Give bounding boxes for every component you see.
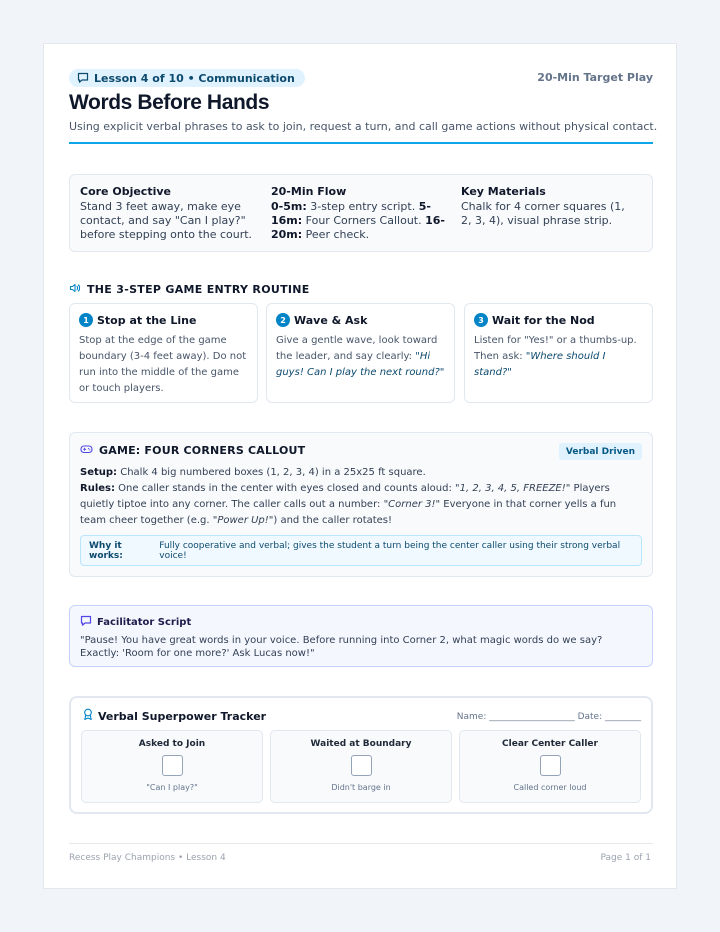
footer-series: Recess Play Champions • Lesson 4 bbox=[69, 853, 226, 863]
facilitator-script-panel bbox=[69, 605, 653, 667]
tracker-item-clear-center-caller bbox=[459, 730, 641, 803]
step-text: Give a gentle wave, look toward the leader, and say clearly: "Hi guys! Can I play the next round?" bbox=[276, 335, 445, 378]
tracker-item-sub: "Can I play?" bbox=[146, 783, 198, 792]
script-text: "Pause! You have great words in your voice. Before running into Corner 2, what magic words do we say? Exactly: 'Room for one more?' Ask Lucas now!" bbox=[80, 635, 603, 659]
tracker-item-waited-at-boundary bbox=[270, 730, 452, 803]
tracker-panel bbox=[69, 696, 653, 814]
step-card-2 bbox=[266, 303, 455, 403]
materials-text: Chalk for 4 corner squares (1, 2, 3, 4), visual phrase strip. bbox=[461, 200, 625, 227]
tracker-heading: Verbal Superpower Tracker bbox=[82, 708, 266, 724]
tracker-checkbox[interactable] bbox=[162, 755, 183, 776]
step-title: 2 Wave & Ask bbox=[276, 313, 445, 327]
step-text: Listen for "Yes!" or a thumbs-up. Then ask: "Where should I stand?" bbox=[474, 335, 637, 378]
step-number: 3 bbox=[474, 313, 488, 327]
name-date-fields: Name: ___________________ Date: ________ bbox=[456, 712, 641, 722]
tracker-item-title: Waited at Boundary bbox=[310, 739, 412, 749]
game-panel bbox=[69, 432, 653, 577]
script-heading: Facilitator Script bbox=[80, 615, 642, 630]
step-card-3 bbox=[464, 303, 653, 403]
page-title: Words Before Hands bbox=[69, 91, 270, 114]
speaker-icon bbox=[69, 282, 81, 297]
flow-column bbox=[271, 185, 446, 242]
step-quote: "Hi guys! Can I play the next round?" bbox=[276, 351, 445, 378]
chat-bubble-icon bbox=[77, 72, 89, 84]
step-number: 2 bbox=[276, 313, 290, 327]
target-play-label: 20-Min Target Play bbox=[537, 71, 653, 84]
gamepad-icon bbox=[80, 443, 93, 458]
game-setup: Setup: Chalk 4 big numbered boxes (1, 2, 3, 4) in a 25x25 ft square. bbox=[80, 467, 426, 478]
flow-text: 0-5m: 3-step entry script. 5-16m: Four Corners Callout. 16-20m: Peer check. bbox=[271, 200, 445, 241]
page-subtitle: Using explicit verbal phrases to ask to join, request a turn, and call game actions without physical contact. bbox=[69, 120, 658, 133]
lesson-page bbox=[43, 43, 677, 889]
why-it-works-callout: Why it works: Fully cooperative and verbal; gives the student a turn being the center caller using their strong verbal voice! bbox=[80, 535, 642, 566]
flow-heading: 20-Min Flow bbox=[271, 185, 347, 198]
lesson-badge-text: Lesson 4 of 10 • Communication bbox=[94, 71, 295, 85]
objective-heading: Core Objective bbox=[80, 185, 171, 198]
footer-page-number: Page 1 of 1 bbox=[600, 853, 651, 863]
routine-heading-text: THE 3-STEP GAME ENTRY ROUTINE bbox=[87, 283, 310, 296]
objective-column bbox=[80, 185, 255, 242]
award-ribbon-icon bbox=[82, 708, 94, 724]
routine-heading bbox=[69, 282, 310, 297]
game-heading bbox=[80, 443, 642, 458]
step-quote: "Where should I stand?" bbox=[474, 351, 606, 378]
chat-bubble-icon bbox=[80, 615, 92, 630]
step-title: 3 Wait for the Nod bbox=[474, 313, 643, 327]
summary-panel bbox=[69, 174, 653, 252]
step-text: Stop at the edge of the game boundary (3-4 feet away). Do not run into the middle of the game or touch players. bbox=[79, 335, 247, 394]
footer-divider bbox=[69, 843, 653, 844]
step-number: 1 bbox=[79, 313, 93, 327]
tracker-item-sub: Didn't barge in bbox=[331, 783, 391, 792]
game-rules: Rules: One caller stands in the center with eyes closed and counts aloud: "1, 2, 3, 4, 5, FREEZE!" Players quietly tiptoe into any corner. The caller calls out a number: "Corner 3!" Everyone in that corner yells a fun team cheer together (e.g. "Power Up!") and the caller rotates! bbox=[80, 483, 617, 526]
game-heading-text: GAME: FOUR CORNERS CALLOUT bbox=[99, 444, 306, 457]
tracker-item-title: Clear Center Caller bbox=[502, 739, 598, 749]
objective-text: Stand 3 feet away, make eye contact, and say "Can I play?" before stepping onto the court. bbox=[80, 200, 253, 241]
verbal-driven-badge: Verbal Driven bbox=[559, 443, 642, 460]
tracker-item-asked-to-join bbox=[81, 730, 263, 803]
materials-heading: Key Materials bbox=[461, 185, 546, 198]
title-divider bbox=[69, 142, 653, 144]
step-card-1 bbox=[69, 303, 258, 403]
tracker-item-sub: Called corner loud bbox=[513, 783, 587, 792]
materials-column bbox=[461, 185, 636, 228]
header-row bbox=[69, 69, 653, 87]
tracker-checkbox[interactable] bbox=[540, 755, 561, 776]
step-title: 1 Stop at the Line bbox=[79, 313, 248, 327]
tracker-checkbox[interactable] bbox=[351, 755, 372, 776]
lesson-badge bbox=[69, 69, 305, 87]
tracker-item-title: Asked to Join bbox=[138, 739, 206, 749]
